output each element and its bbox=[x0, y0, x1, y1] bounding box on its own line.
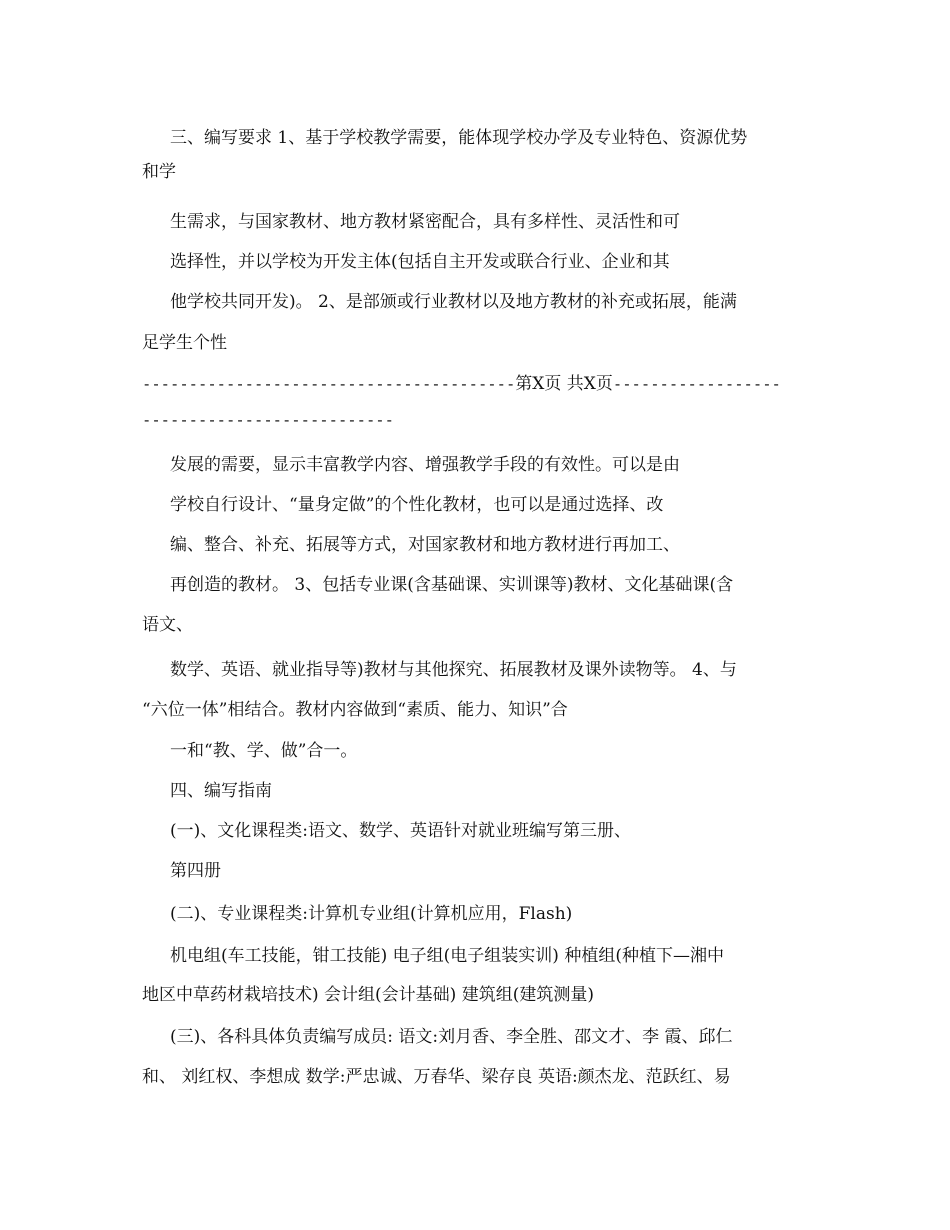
text-line: (一)、文化课程类:语文、数学、英语针对就业班编写第三册、 bbox=[170, 821, 631, 841]
section-heading: 四、编写指南 bbox=[170, 781, 272, 801]
text-line: 和、 刘红权、李想成 数学:严忠诚、万春华、梁存良 英语:颜杰龙、范跃红、易 bbox=[142, 1067, 731, 1087]
text-line: (三)、各科具体负责编写成员: 语文:刘月香、李全胜、邵文才、李 霞、邱仁 bbox=[170, 1027, 733, 1047]
text-line: 一和“教、学、做”合一。 bbox=[170, 741, 358, 761]
text-line: (二)、专业课程类:计算机专业组(计算机应用，Flash) bbox=[170, 904, 573, 924]
text-line: 第四册 bbox=[170, 861, 221, 881]
page-separator-line2: --------------------------- bbox=[142, 411, 394, 429]
text-line: 选择性，并以学校为开发主体(包括自主开发或联合行业、企业和其 bbox=[170, 252, 670, 272]
page-separator bbox=[142, 374, 842, 394]
text-line: 数学、英语、就业指导等)教材与其他探究、拓展教材及课外读物等。 4、与 bbox=[170, 660, 737, 680]
text-line: 编、整合、补充、拓展等方式，对国家教材和地方教材进行再加工、 bbox=[170, 535, 680, 555]
text-line: 学校自行设计、“量身定做”的个性化教材，也可以是通过选择、改 bbox=[170, 495, 664, 515]
text-line: 发展的需要，显示丰富教学内容、增强教学手段的有效性。可以是由 bbox=[170, 455, 680, 475]
text-line: 生需求，与国家教材、地方教材紧密配合，具有多样性、灵活性和可 bbox=[170, 212, 680, 232]
separator-dashes-left: ---------------------------------------- bbox=[142, 375, 516, 393]
text-line: 地区中草药材栽培技术) 会计组(会计基础) 建筑组(建筑测量) bbox=[142, 985, 594, 1005]
text-line: “六位一体”相结合。教材内容做到“素质、能力、知识”合 bbox=[142, 700, 568, 720]
text-line: 他学校共同开发)。 2、是部颁或行业教材以及地方教材的补充或拓展，能满 bbox=[170, 292, 737, 312]
text-line: 再创造的教材。 3、包括专业课(含基础课、实训课等)教材、文化基础课(含 bbox=[170, 575, 734, 595]
page-number-label: 第X页 共X页 bbox=[515, 374, 613, 394]
separator-dashes-right: ------------------ bbox=[612, 375, 781, 393]
text-line: 语文、 bbox=[142, 615, 193, 635]
text-line: 机电组(车工技能，钳工技能) 电子组(电子组装实训) 种植组(种植下—湘中 bbox=[170, 946, 724, 966]
text-line: 足学生个性 bbox=[142, 333, 227, 353]
text-line: 和学 bbox=[142, 162, 176, 182]
text-line: 三、编写要求 1、基于学校教学需要，能体现学校办学及专业特色、资源优势 bbox=[170, 128, 748, 148]
